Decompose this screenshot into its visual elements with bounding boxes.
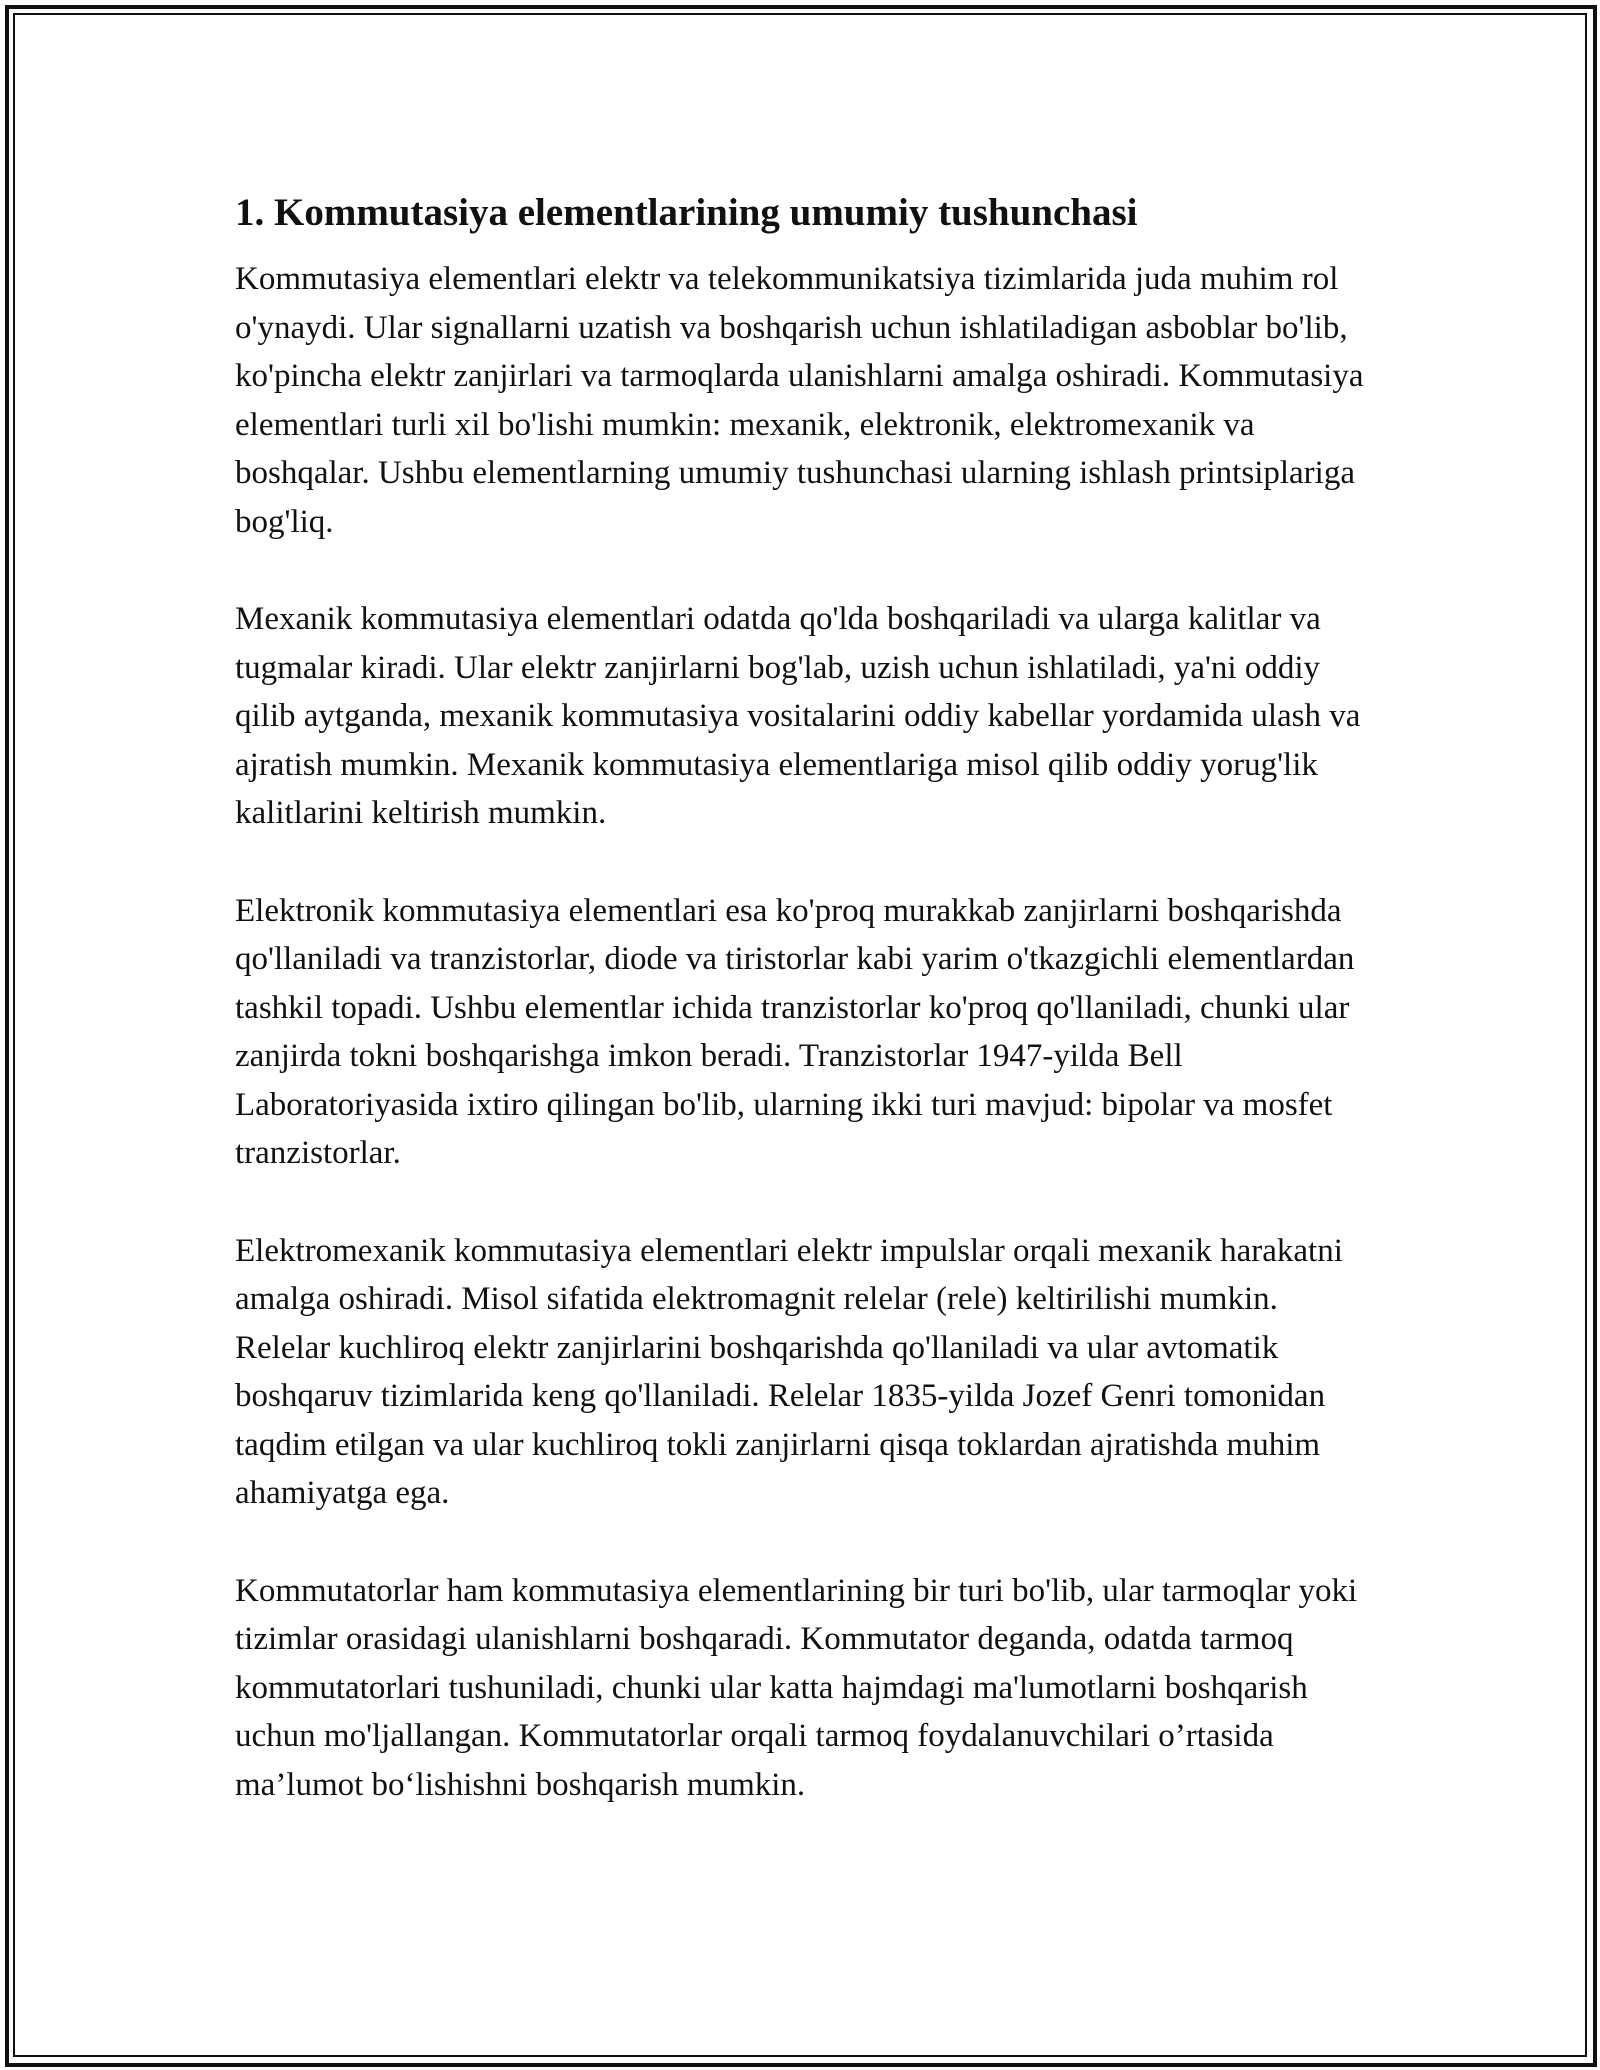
paragraph-switches: Kommutatorlar ham kommutasiya elementlarining bir turi bo'lib, ular tarmoqlar yoki tizimlar orasidagi ulanishlarni boshqaradi. Kommutator deganda, odatda tarmoq kommutatorlari tushuniladi, chunki ular katta hajmdagi ma'lumotlarni boshqarish uchun mo'ljallangan. Kommutatorlar orqali tarmoq foydalanuvchilari o’rtasida ma’lumot bo‘lishishni boshqarish mumkin. (235, 1572, 1358, 1803)
document-body (235, 185, 1365, 1858)
paragraph-overview: Kommutasiya elementlari elektr va telekommunikatsiya tizimlarida juda muhim rol o'ynaydi. Ular signallarni uzatish va boshqarish uchun ishlatiladigan asboblar bo'lib, ko'pincha elektr zanjirlari va tarmoqlarda ulanishlarni amalga oshiradi. Kommutasiya elementlari turli xil bo'lishi mumkin: mexanik, elektronik, elektromexanik va boshqalar. Ushbu elementlarning umumiy tushunchasi ularning ishlash printsiplariga bog'liq. (235, 261, 1364, 540)
paragraph-mechanical: Mexanik kommutasiya elementlari odatda qo'lda boshqariladi va ularga kalitlar va tugmalar kiradi. Ular elektr zanjirlarni bog'lab, uzish uchun ishlatiladi, ya'ni oddiy qilib aytganda, mexanik kommutasiya vositalarini oddiy kabellar yordamida ulash va ajratish mumkin. Mexanik kommutasiya elementlariga misol qilib oddiy yorug'lik kalitlarini keltirish mumkin. (235, 601, 1361, 831)
paragraph-electromechanical: Elektromexanik kommutasiya elementlari elektr impulslar orqali mexanik harakatni amalga oshiradi. Misol sifatida elektromagnit relelar (rele) keltirilishi mumkin. Relelar kuchliroq elektr zanjirlarini boshqarishda qo'llaniladi va ular avtomatik boshqaruv tizimlarida keng qo'llaniladi. Relelar 1835-yilda Jozef Genri tomonidan taqdim etilgan va ular kuchliroq tokli zanjirlarni qisqa toklardan ajratishda muhim ahamiyatga ega. (235, 1232, 1343, 1511)
section-title: 1. Kommutasiya elementlarining umumiy tushunchasi (235, 191, 1138, 234)
paragraph-electronic: Elektronik kommutasiya elementlari esa ko'proq murakkab zanjirlarni boshqarishda qo'llaniladi va tranzistorlar, diode va tiristorlar kabi yarim o'tkazgichli elementlardan tashkil topadi. Ushbu elementlar ichida tranzistorlar ko'proq qo'llaniladi, chunki ular zanjirda tokni boshqarishga imkon beradi. Tranzistorlar 1947-yilda Bell Laboratoriyasida ixtiro qilingan bo'lib, ularning ikki turi mavjud: bipolar va mosfet tranzistorlar. (235, 892, 1355, 1171)
